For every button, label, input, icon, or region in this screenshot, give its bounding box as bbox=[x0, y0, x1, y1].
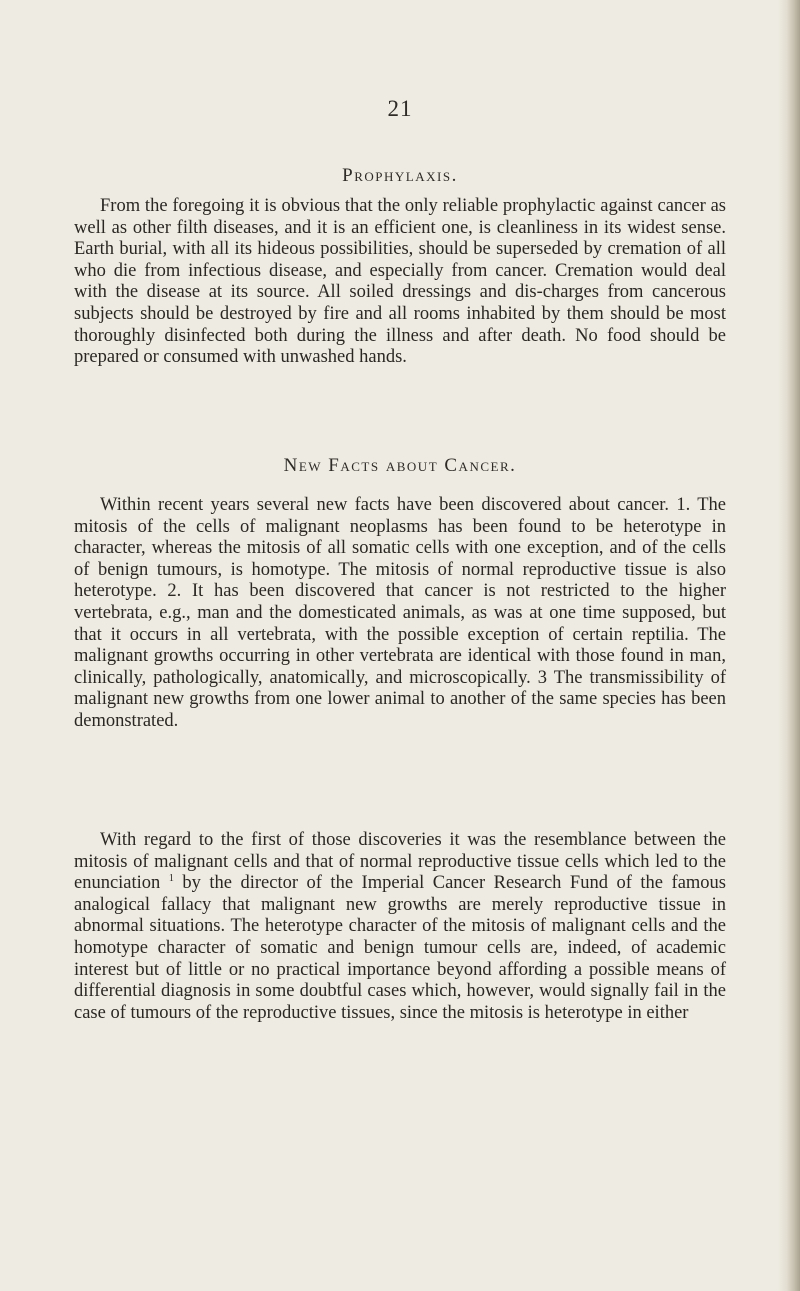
paragraph-prophylaxis: From the foregoing it is obvious that the only reliable prophylactic against cancer as well as other filth diseases, and it is an efficient one, is cleanliness in its widest sense. Earth burial, with all its hideous possibilities, should be superseded by cremation of all who die from infectious disease, and especially from cancer. Cremation would deal with the disease at its source. All soiled dressings and dis-charges from cancerous subjects should be destroyed by fire and all rooms inhabited by them should be most thoroughly disinfected both during the illness and after death. No food should be prepared or consumed with unwashed hands. bbox=[74, 196, 726, 368]
paragraph-new-facts: Within recent years several new facts have been discovered about cancer. 1. The mitosis of the cells of malignant neoplasms has been found to be heterotype in character, whereas the mitosis of all somatic cells with one exception, and of the cells of benign tumours, is homotype. The mitosis of normal reproductive tissue is also heterotype. 2. It has been discovered that cancer is not restricted to the higher vertebrata, e.g., man and the domesticated animals, as was at one time supposed, but that it occurs in all vertebrata, with the possible exception of certain reptilia. The malignant growths occurring in other vertebrata are identical with those found in man, clinically, pathologically, anatomically, and microscopically. 3 The transmissibility of malignant new growths from one lower animal to another of the same species has been demonstrated. bbox=[74, 495, 726, 731]
page-edge-shadow bbox=[778, 0, 800, 1291]
section-heading-new-facts: New Facts about Cancer. bbox=[283, 455, 517, 476]
paragraph-text-before-note: With regard to the first of those discoveries it was the resemblance between the mitosis of malignant cells and that of normal reproductive tissue cells which led to the enunciation bbox=[74, 830, 726, 894]
page-number: 21 bbox=[387, 96, 413, 121]
section-heading-prophylaxis: Prophylaxis. bbox=[342, 165, 458, 186]
paragraph-mitosis-discussion bbox=[74, 830, 726, 1024]
footnote-marker[interactable]: 1 bbox=[168, 873, 174, 885]
paragraph-text-after-note: by the director of the Imperial Cancer Research Fund of the famous analogical fallacy that malignant new growths are merely reproductive tissue in abnormal situations. The heterotype character of the mitosis of malignant cells and the homotype character of somatic and benign tumour cells are, indeed, of academic interest but of little or no practical importance beyond affording a possible means of differential diagnosis in some doubtful cases which, however, would signally fail in the case of tumours of the reproductive tissues, since the mitosis is heterotype in either bbox=[74, 873, 726, 1023]
